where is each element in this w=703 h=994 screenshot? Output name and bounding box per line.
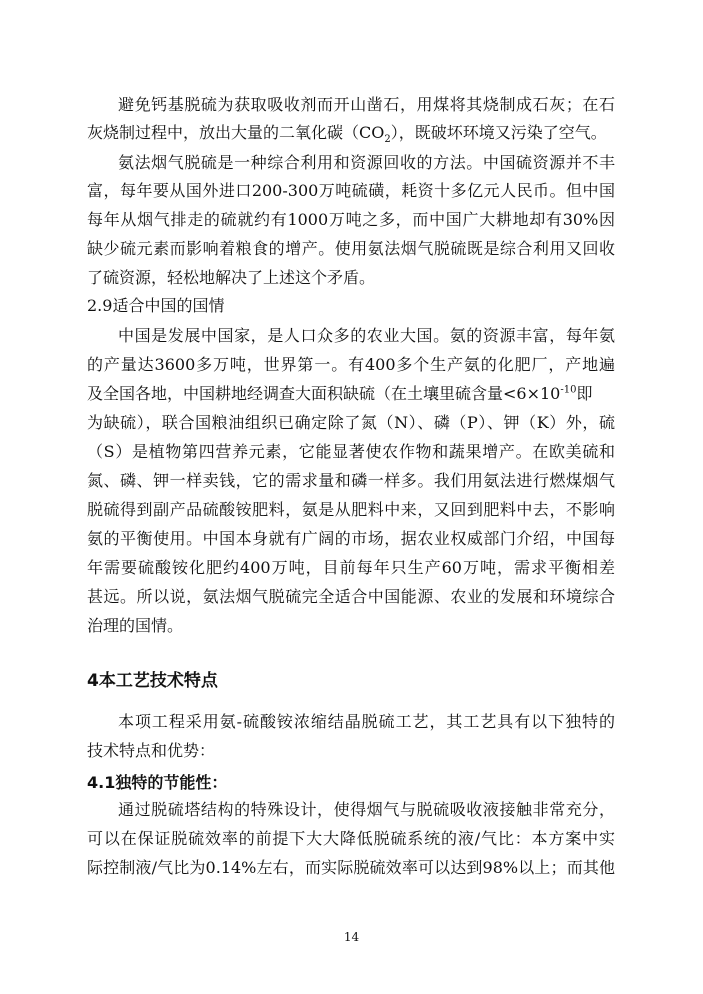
p2-line-3: 每年从烟气排走的硫就约有1000万吨之多，而中国广大耕地却有30%因: [87, 210, 615, 229]
section-4-1-title: 4.1独特的节能性：: [87, 773, 228, 792]
p5-line-1: 通过脱硫塔结构的特殊设计，使得烟气与脱硫吸收液接触非常充分，: [118, 800, 615, 819]
p3-line-5: （S）是植物第四营养元素，它能显著使农作物和蔬果增产。在欧美硫和: [87, 442, 615, 461]
p1-line-1: 避免钙基脱硫为获取吸收剂而开山凿石，用煤将其烧制成石灰；在石: [118, 95, 615, 114]
p3-line-2: 的产量达3600多万吨，世界第一。有400多个生产氨的化肥厂，产地遍: [87, 355, 615, 374]
page-number: 14: [343, 930, 360, 944]
p3-line-8: 氨的平衡使用。中国本身就有广阔的市场，据农业权威部门介绍，中国每: [87, 529, 615, 548]
p2-line-5: 了硫资源，轻松地解决了上述这个矛盾。: [87, 268, 376, 287]
p2-line-1: 氨法烟气脱硫是一种综合利用和资源回收的方法。中国硫资源并不丰: [118, 153, 615, 172]
p3-line-3: 及全国各地，中国耕地经调查大面积缺硫（在土壤里硫含量$<6\times 10^{-10}$即: [87, 384, 593, 403]
p5-line-2: 可以在保证脱硫效率的前提下大大降低脱硫系统的液/气比：本方案中实: [87, 829, 615, 848]
p3-line-9: 年需要硫酸铵化肥约400万吨，目前每年只生产60万吨，需求平衡相差: [87, 558, 615, 577]
p3-line-10: 甚远。所以说，氨法烟气脱硫完全适合中国能源、农业的发展和环境综合: [87, 587, 615, 606]
p3-line-4: 为缺硫），联合国粮油组织已确定除了氮（N）、磷（P）、钾（K）外，硫: [87, 413, 615, 432]
p3-line-1: 中国是发展中国家，是人口众多的农业大国。氨的资源丰富，每年氨: [118, 326, 615, 345]
section-2-9-title: 2.9适合中国的国情: [87, 296, 225, 315]
p4-line-2: 技术特点和优势：: [87, 741, 216, 760]
p3-line-6: 氮、磷、钾一样卖钱，它的需求量和磷一样多。我们用氨法进行燃煤烟气: [87, 471, 615, 490]
p1-line-2: 灰烧制过程中，放出大量的二氧化碳$(CO_2)$，既破坏环境又污染了空气。: [87, 123, 607, 146]
p4-line-1: 本项工程采用氨-硫酸铵浓缩结晶脱硫工艺，其工艺具有以下独特的: [118, 712, 615, 731]
p3-line-7: 脱硫得到副产品硫酸铵肥料，氨是从肥料中来，又回到肥料中去，不影响: [87, 500, 615, 519]
p2-line-4: 缺少硫元素而影响着粮食的增产。使用氨法烟气脱硫既是综合利用又回收: [87, 239, 615, 258]
p3-line-11: 治理的国情。: [87, 616, 184, 635]
p5-line-3: 际控制液/气比为0.14%左右，而实际脱硫效率可以达到98%以上；而其他: [87, 858, 615, 877]
section-4-heading: 4本工艺技术特点: [87, 671, 218, 691]
p2-line-2: 富，每年要从国外进口200-300万吨硫磺，耗资十多亿元人民币。但中国: [87, 181, 615, 200]
